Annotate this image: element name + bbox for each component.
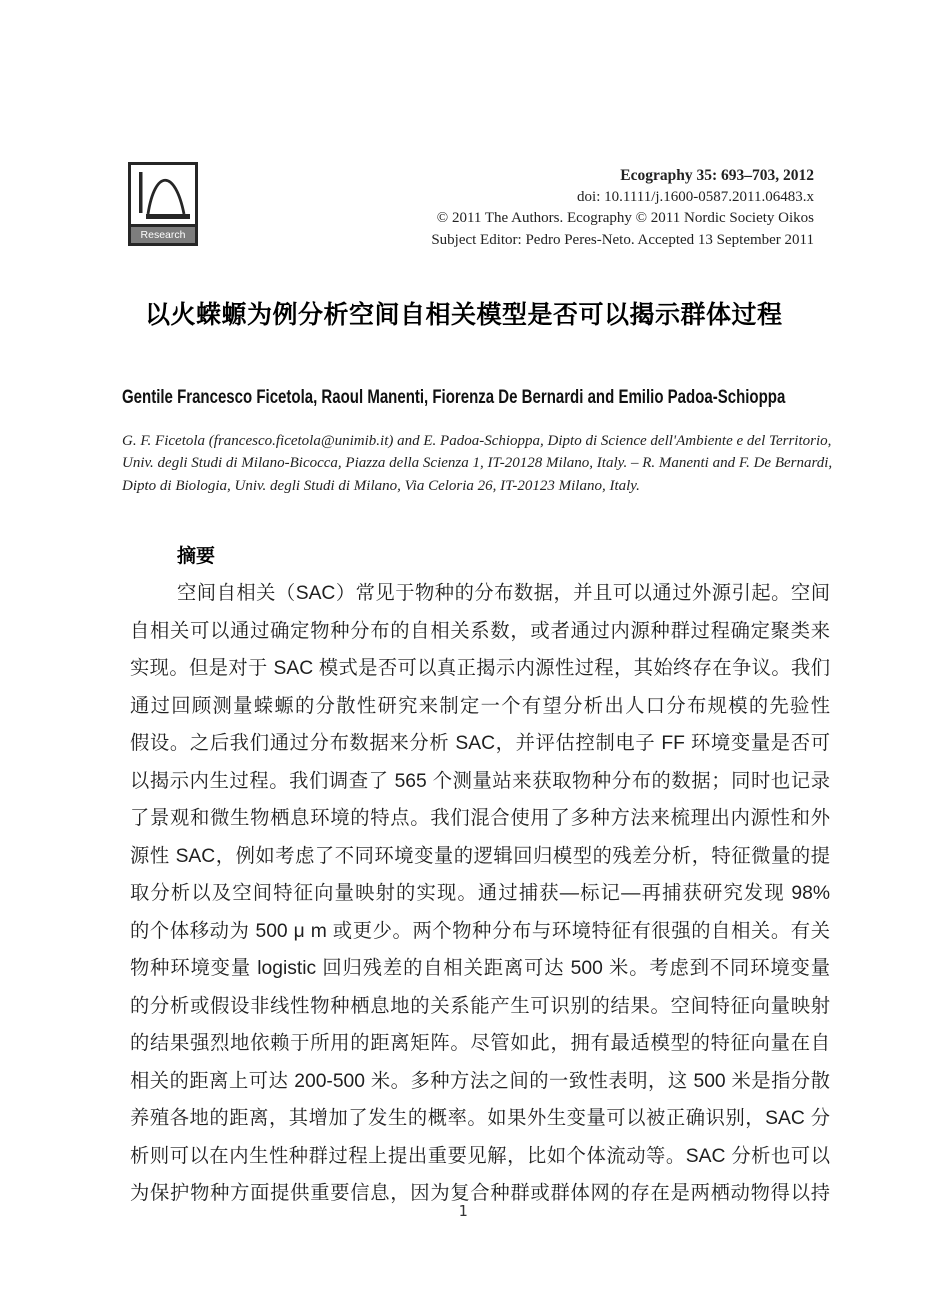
citation-block — [431, 165, 814, 251]
journal-citation: Ecography 35: 693–703, 2012 — [620, 167, 814, 184]
abstract-line: 源性 SAC，例如考虑了不同环境变量的逻辑回归模型的残差分析，特征微量的提 — [130, 845, 830, 867]
abstract-line: 自相关可以通过确定物种分布的自相关系数，或者通过内源种群过程确定聚类来 — [130, 620, 830, 642]
abstract-line: 实现。但是对于 SAC 模式是否可以真正揭示内源性过程，其始终存在争议。我们 — [130, 658, 830, 679]
subject-editor-line: Subject Editor: Pedro Peres-Neto. Accepted 13 September 2011 — [431, 231, 814, 248]
abstract-line: 的个体移动为 500 μ m 或更少。两个物种分布与环境特征有很强的自相关。有关 — [130, 920, 830, 942]
abstract-line: 假设。之后我们通过分布数据来分析 SAC，并评估控制电子 FF 环境变量是否可 — [130, 733, 830, 754]
abstract-line: 相关的距离上可达 200-500 米。多种方法之间的一致性表明，这 500 米是指分散 — [130, 1070, 830, 1092]
abstract-line: 空间自相关（SAC）常见于物种的分布数据，并且可以通过外源引起。空间 — [177, 583, 830, 604]
abstract-line: 养殖各地的距离，其增加了发生的概率。如果外生变量可以被正确识别，SAC 分 — [130, 1108, 830, 1129]
abstract-line: 的结果强烈地依赖于所用的距离矩阵。尽管如此，拥有最适模型的特征向量在自 — [130, 1033, 830, 1054]
abstract-line: 为保护物种方面提供重要信息，因为复合种群或群体网的存在是两栖动物得以持 — [130, 1183, 830, 1204]
article-title: 以火蝾螈为例分析空间自相关模型是否可以揭示群体过程 — [145, 301, 783, 329]
logo-research-label: Research — [131, 224, 195, 243]
abstract-line: 物种环境变量 logistic 回归残差的自相关距离可达 500 米。考虑到不同环境变量 — [130, 958, 830, 979]
page-number: 1 — [458, 1202, 468, 1220]
abstract-line: 以揭示内生过程。我们调查了 565 个测量站来获取物种分布的数据；同时也记录 — [130, 770, 830, 792]
abstract-line: 取分析以及空间特征向量映射的实现。通过捕获—标记—再捕获研究发现 98% — [130, 883, 830, 904]
copyright-line: © 2011 The Authors. Ecography © 2011 Nordic Society Oikos — [436, 210, 814, 226]
abstract-heading: 摘要 — [177, 546, 216, 567]
abstract-line: 析则可以在内生性种群过程上提出重要见解，比如个体流动等。SAC 分析也可以 — [130, 1145, 830, 1167]
abstract-body — [130, 575, 830, 1213]
bell-curve-plot-icon — [131, 165, 195, 224]
abstract-line: 了景观和微生物栖息环境的特点。我们混合使用了多种方法来梳理出内源性和外 — [130, 808, 830, 829]
affiliation-paragraph: G. F. Ficetola (francesco.ficetola@unimib.it) and E. Padoa-Schioppa, Dipto di Science dell'Ambiente e del Territorio, Univ. degli Studi di Milano-Bicocca, Piazza della Scienza 1, IT-20128 Milano, Italy. – R. Manenti and F. De Bernardi, Dipto di Biologia, Univ. degli Studi di Milano, Via Celoria 26, IT-20123 Milano, Italy. — [122, 433, 833, 494]
journal-logo — [128, 162, 198, 246]
abstract-line: 通过回顾测量蝾螈的分散性研究来制定一个有望分析出人口分布规模的先验性 — [130, 695, 830, 717]
doi-line: doi: 10.1111/j.1600-0587.2011.06483.x — [577, 188, 814, 205]
abstract-line: 的分析或假设非线性物种栖息地的关系能产生可识别的结果。空间特征向量映射 — [130, 995, 830, 1017]
authors-line: Gentile Francesco Ficetola, Raoul Manenti, Fiorenza De Bernardi and Emilio Padoa-Schioppa — [122, 386, 786, 408]
